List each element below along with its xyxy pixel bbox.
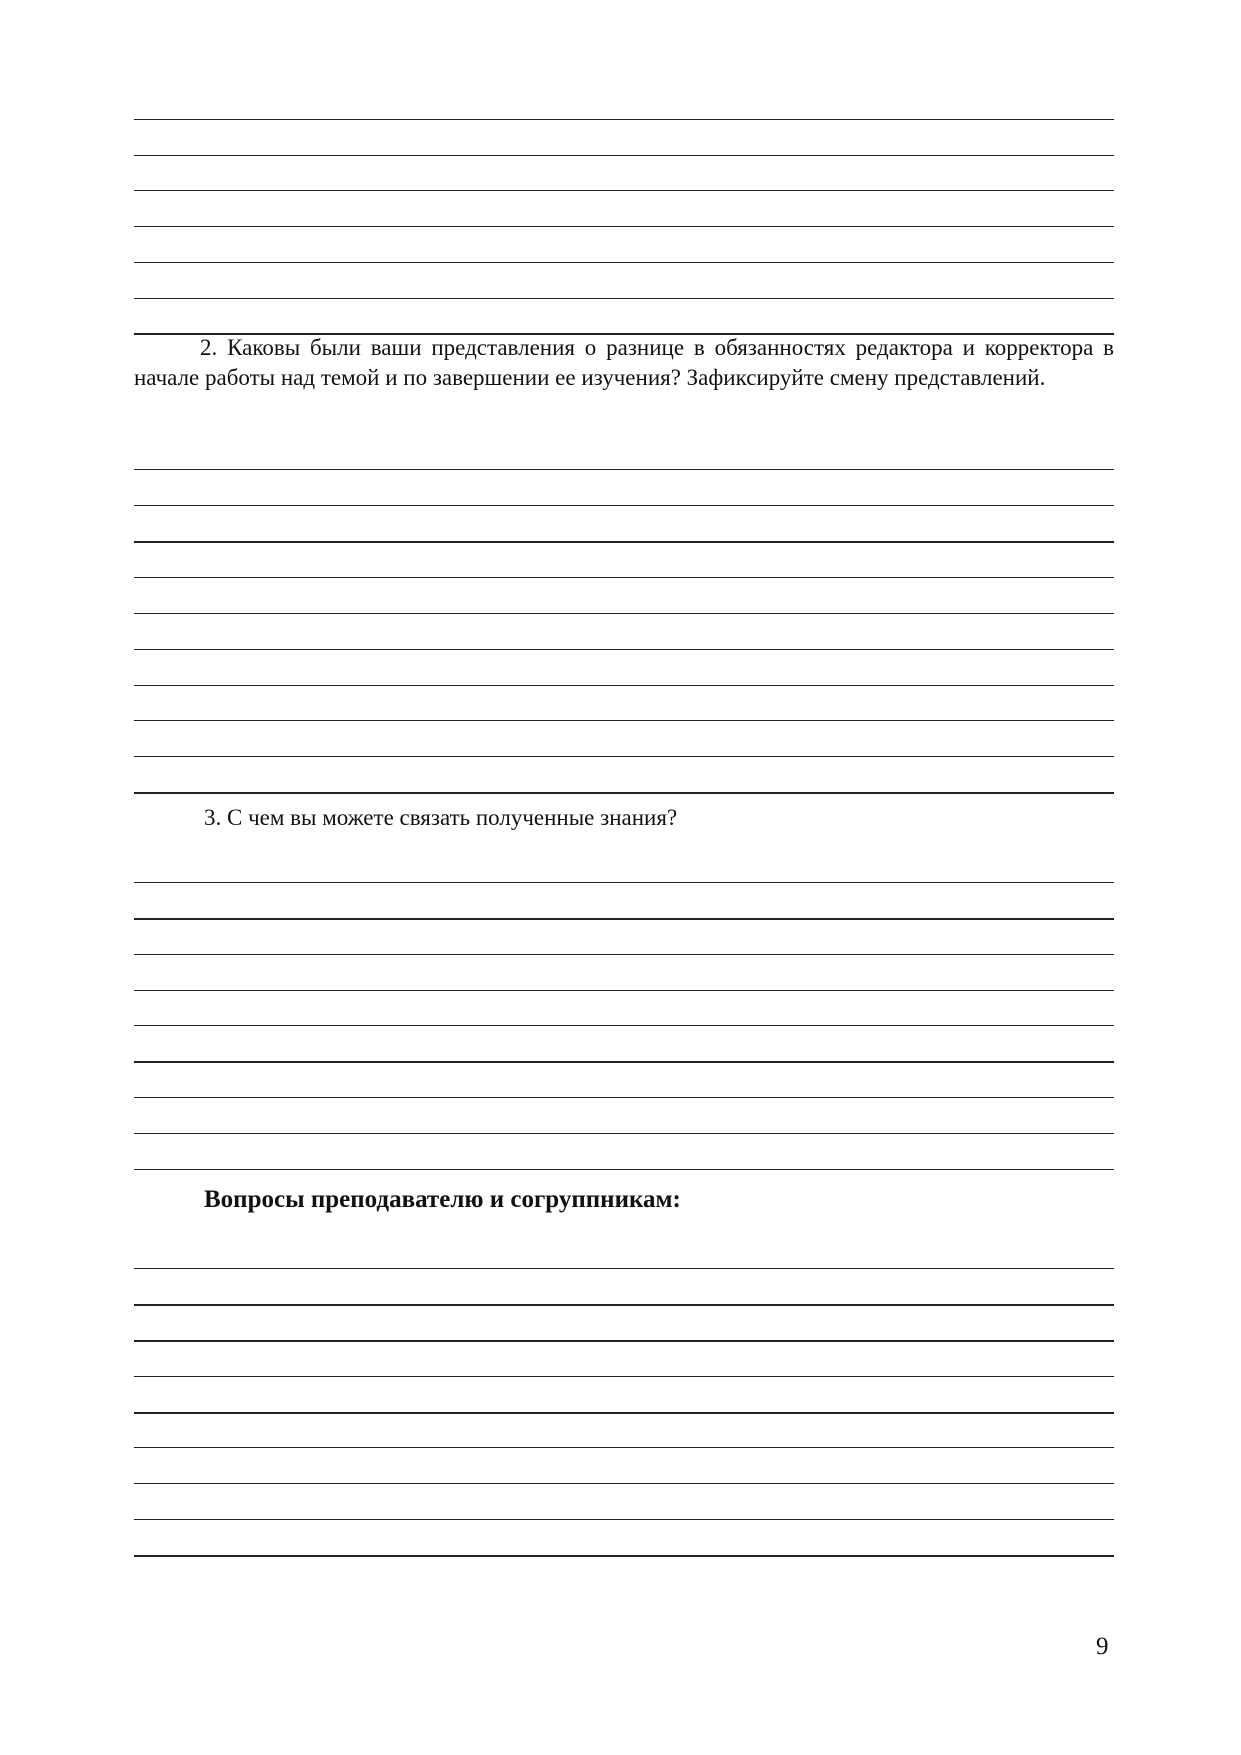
writing-line — [134, 756, 1114, 757]
writing-line — [134, 577, 1114, 578]
writing-line — [134, 1519, 1114, 1520]
writing-line — [134, 226, 1114, 227]
writing-line — [134, 954, 1114, 955]
writing-line — [134, 1555, 1114, 1557]
page-number: 9 — [1096, 1633, 1109, 1660]
writing-line — [134, 1483, 1114, 1484]
writing-line — [134, 1133, 1114, 1134]
writing-line — [134, 541, 1114, 543]
writing-line — [134, 262, 1114, 263]
writing-line — [134, 1268, 1114, 1269]
writing-line — [134, 1412, 1114, 1414]
writing-line — [134, 155, 1114, 156]
writing-line — [134, 720, 1114, 721]
section-heading: Вопросы преподавателю и согруппникам: — [204, 1186, 681, 1213]
writing-line — [134, 918, 1114, 920]
writing-line — [134, 792, 1114, 794]
writing-line — [134, 1340, 1114, 1342]
writing-line — [134, 1304, 1114, 1306]
writing-line — [134, 1097, 1114, 1098]
question-2-text: 2. Каковы были ваши представления о разнице в обязанностях редактора и корректора в начале работы над темой и по завершении ее изучения? Зафиксируйте смену представлений. — [134, 335, 1114, 390]
writing-line — [134, 505, 1114, 506]
writing-line — [134, 990, 1114, 991]
writing-line — [134, 649, 1114, 650]
writing-line — [134, 613, 1114, 614]
writing-line — [134, 119, 1114, 120]
writing-line — [134, 1169, 1114, 1170]
writing-line — [134, 469, 1114, 470]
writing-line — [134, 1061, 1114, 1063]
writing-line — [134, 882, 1114, 883]
writing-line — [134, 1447, 1114, 1448]
writing-line — [134, 685, 1114, 686]
writing-line — [134, 190, 1114, 191]
writing-line — [134, 1376, 1114, 1377]
writing-line — [134, 1025, 1114, 1026]
writing-line — [134, 298, 1114, 299]
question-3-text: 3. С чем вы можете связать полученные знания? — [204, 805, 678, 830]
